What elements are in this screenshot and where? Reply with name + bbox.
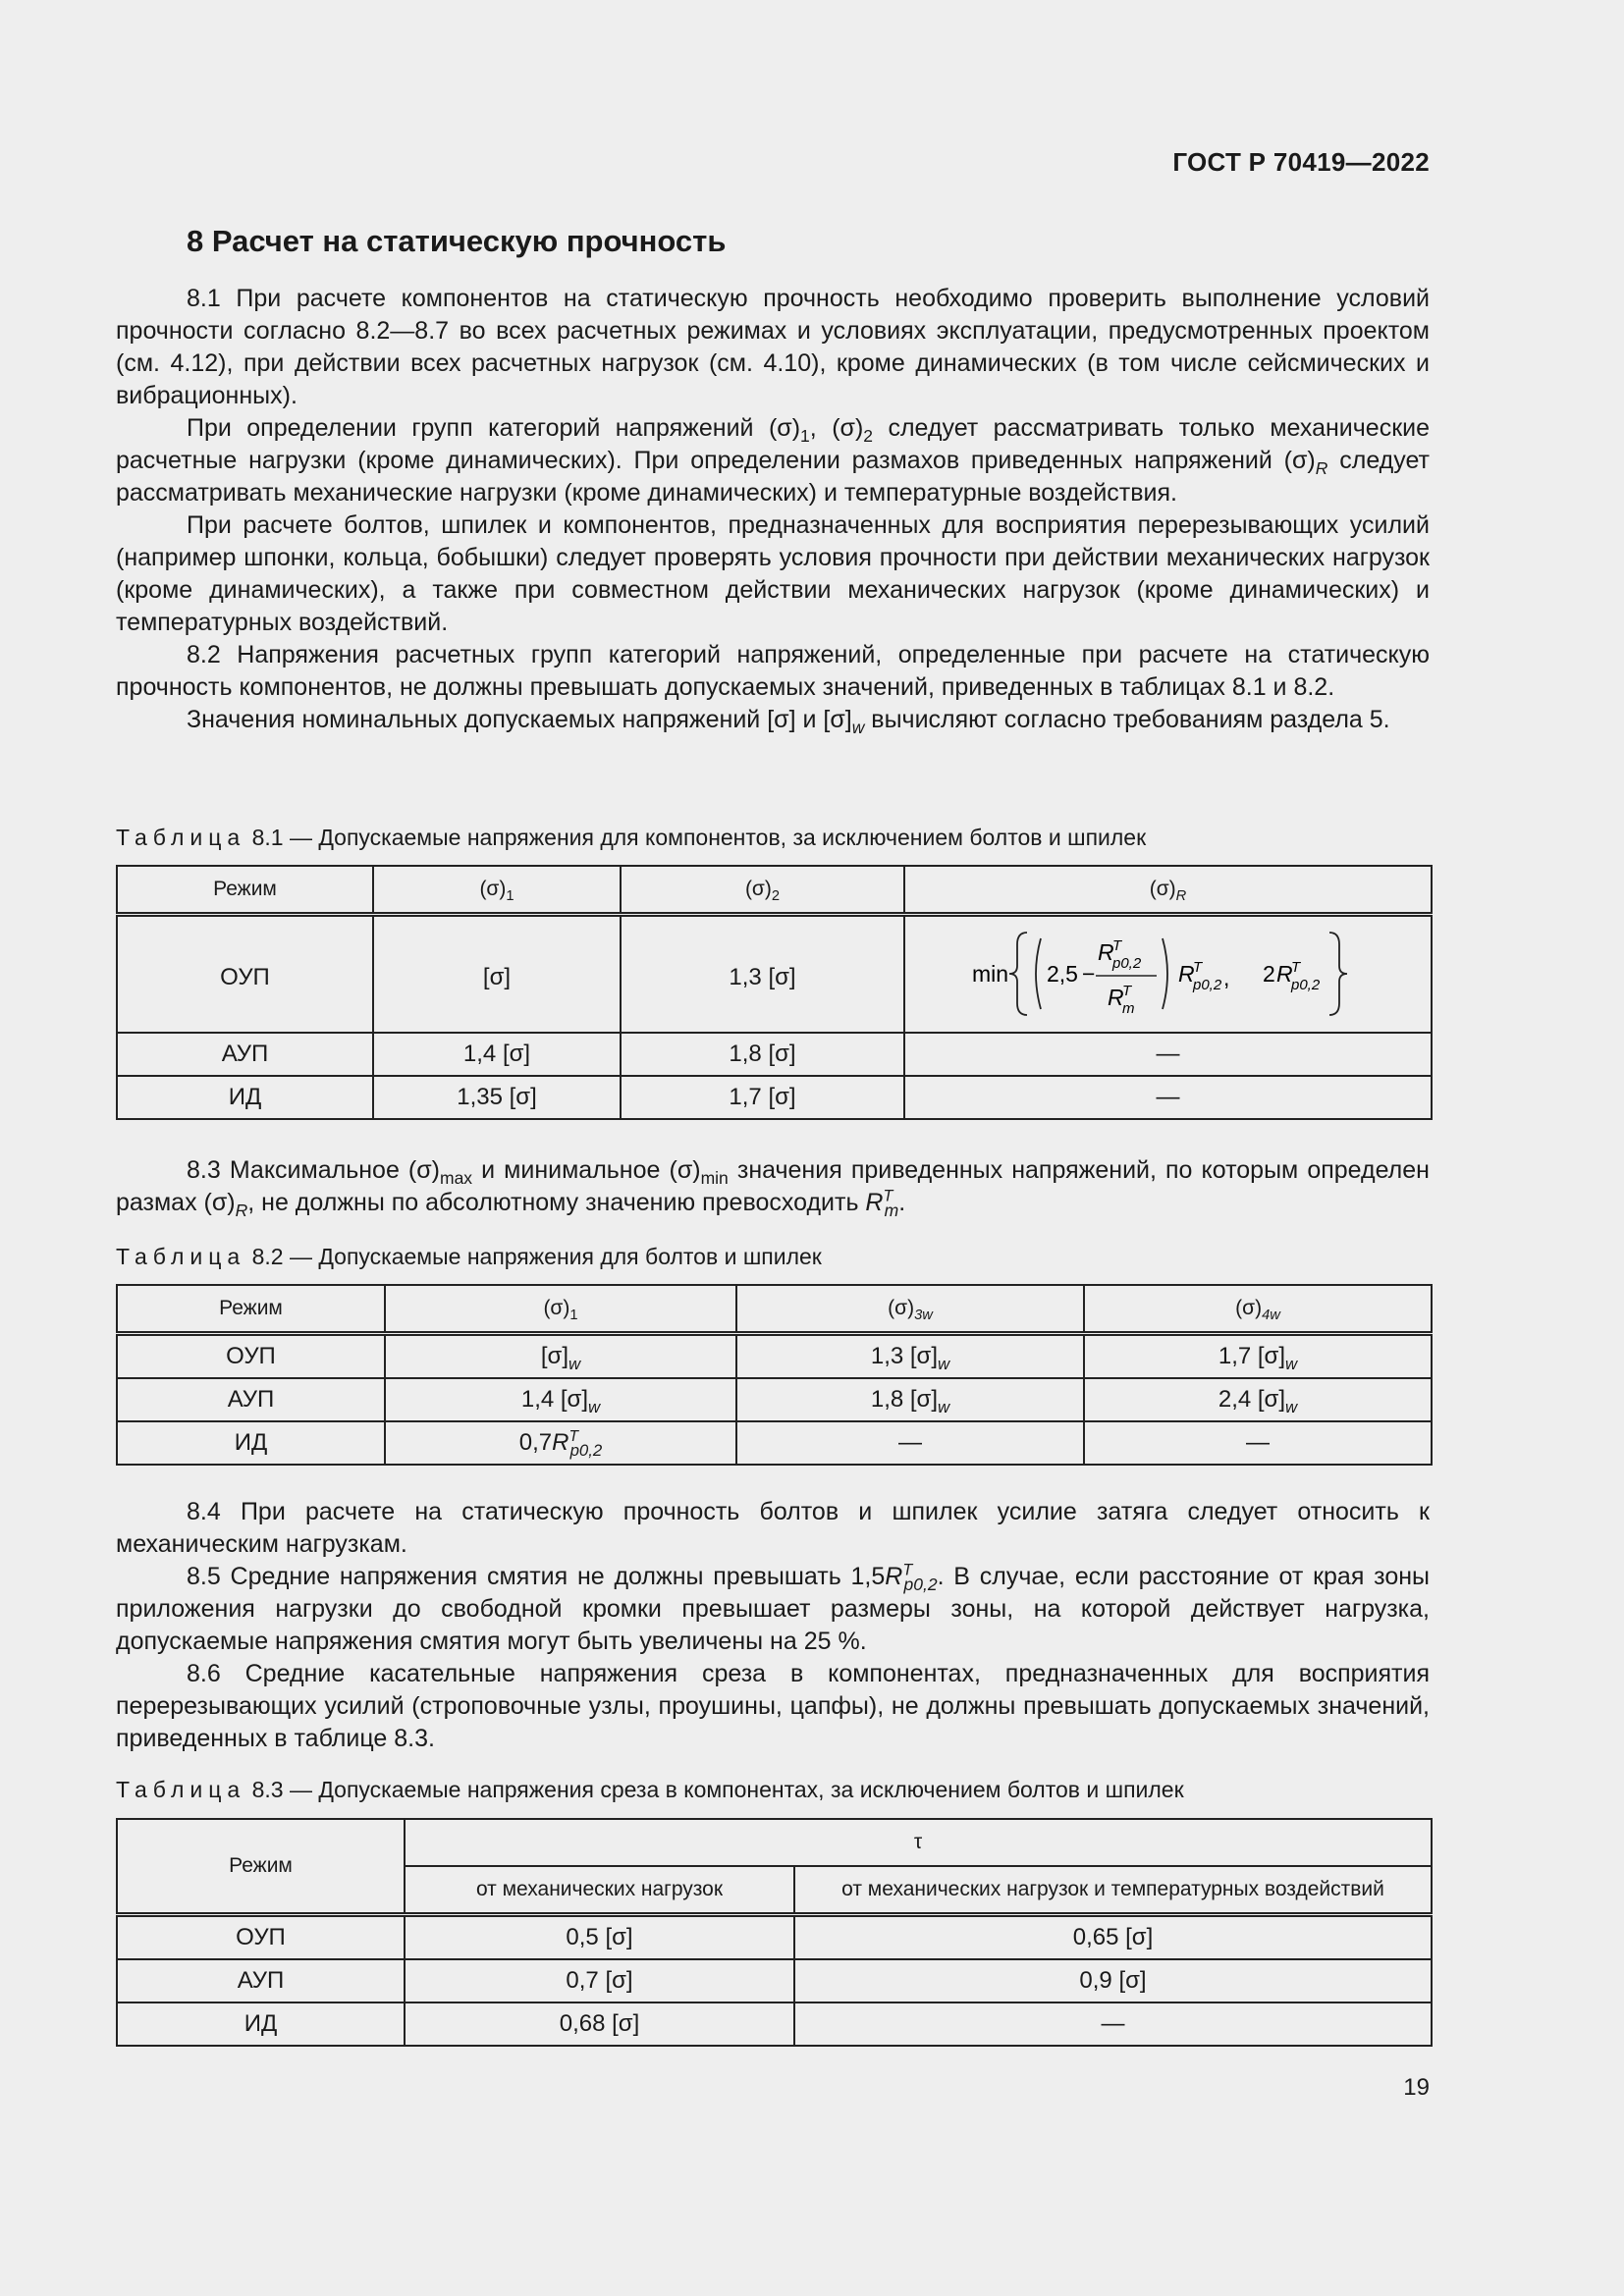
cell-value: — bbox=[904, 1076, 1432, 1119]
cell-value: 0,5 [σ] bbox=[405, 1915, 794, 1960]
table-row bbox=[117, 1915, 1432, 1960]
svg-text:p0,2: p0,2 bbox=[1290, 977, 1320, 994]
cell-value: 1,8 $[\sigma]_w$ bbox=[736, 1378, 1084, 1421]
cell-mode: ИД bbox=[117, 1421, 385, 1465]
svg-text:,: , bbox=[1222, 965, 1229, 991]
header-mode: Режим bbox=[117, 866, 373, 915]
cell-mode: ИД bbox=[117, 1076, 373, 1119]
section-title: 8 Расчет на статическую прочность bbox=[187, 224, 727, 258]
cell-mode: ОУП bbox=[117, 915, 373, 1033]
cell-value: 0,9 [σ] bbox=[794, 1959, 1432, 2002]
table-8-2-caption: Таблица 8.2 — Допускаемые напряжения для болтов и шпилек bbox=[116, 1244, 822, 1269]
cell-value: $[\sigma]_w$ bbox=[385, 1334, 736, 1379]
header-sigma-1: $(\sigma)_1$ bbox=[373, 866, 621, 915]
cell-value: [σ] bbox=[373, 915, 621, 1033]
paragraph-bolts: При расчете болтов, шпилек и компонентов, предназначенных для восприятия перерезывающих усилий (например шпонки, кольца, бобышки) следует проверять условия прочности при действии механических нагрузок (кроме динамических), а также при совместном действии механических нагрузок (кроме динамических) и температурных воздействий. bbox=[116, 511, 1430, 636]
cell-mode: АУП bbox=[117, 1378, 385, 1421]
standard-code: ГОСТ Р 70419—2022 bbox=[1172, 147, 1430, 177]
svg-text:T: T bbox=[1192, 959, 1202, 977]
cell-value: — bbox=[904, 1033, 1432, 1076]
svg-text:2,5: 2,5 bbox=[1046, 961, 1078, 988]
paragraph-8-6: 8.6 Средние касательные напряжения среза в компонентах, предназначенных для восприятия перерезывающих усилий (строповочные узлы, проушины, цапфы), не должны превышать допускаемых значений, приведенных в таблице 8.3. bbox=[116, 1660, 1430, 1752]
cell-value: 1,7 [σ] bbox=[621, 1076, 904, 1119]
cell-value: 0,68 [σ] bbox=[405, 2002, 794, 2046]
cell-mode: ИД bbox=[117, 2002, 405, 2046]
cell-mode: АУП bbox=[117, 1959, 405, 2002]
table-row bbox=[117, 2002, 1432, 2046]
svg-text:R: R bbox=[1275, 961, 1293, 988]
min-formula bbox=[972, 925, 1365, 1023]
header-sigma-1: $(\sigma)_1$ bbox=[385, 1285, 736, 1334]
cell-value: 2,4 $[\sigma]_w$ bbox=[1084, 1378, 1432, 1421]
table-row bbox=[117, 1033, 1432, 1076]
svg-text:min: min bbox=[971, 961, 1008, 988]
paragraph-8-3: 8.3 Максимальное $(\sigma)_{max}$ и минимальное $(\sigma)_{min}$ значения приведенных напряжений, по которым определен размах $(\sigma)_R$, не должны по абсолютному значению превосходить $R^T_m$. bbox=[116, 1156, 1430, 1221]
cell-mode: ОУП bbox=[117, 1915, 405, 1960]
header-mode: Режим bbox=[117, 1285, 385, 1334]
svg-text:p0,2: p0,2 bbox=[1111, 955, 1141, 973]
cell-value: 1,35 [σ] bbox=[373, 1076, 621, 1119]
paragraph-stress-groups: При определении групп категорий напряжений $(\sigma)_1$, $(\sigma)_2$ следует рассматривать только механические расчетные нагрузки (кроме динамических). При определении размахов приведенных напряжений $(\sigma)_R$ следует рассматривать механические нагрузки (кроме динамических) и температурные воздействия. bbox=[116, 414, 1431, 507]
header-sigma-r: $(\sigma)_R$ bbox=[904, 866, 1432, 915]
table-8-3-caption: Таблица 8.3 — Допускаемые напряжения среза в компонентах, за исключением болтов и шпилек bbox=[116, 1777, 1184, 1802]
paragraph-8-2: 8.2 Напряжения расчетных групп категорий напряжений, определенные при расчете на статическую прочность компонентов, не должны превышать допускаемых значений, приведенных в таблицах 8.1 и 8.2. bbox=[116, 641, 1430, 701]
table-row bbox=[117, 1421, 1432, 1465]
header-mechanical-loads: от механических нагрузок bbox=[405, 1866, 794, 1915]
svg-text:2: 2 bbox=[1262, 961, 1275, 988]
paragraph-8-4: 8.4 При расчете на статическую прочность болтов и шпилек усилие затяга следует относить к механическим нагрузкам. bbox=[116, 1498, 1430, 1558]
svg-text:m: m bbox=[1121, 1000, 1134, 1018]
svg-text:p0,2: p0,2 bbox=[1192, 977, 1221, 994]
svg-text:T: T bbox=[1121, 983, 1131, 1000]
table-row bbox=[117, 1378, 1432, 1421]
cell-value: 1,3 $[\sigma]_w$ bbox=[736, 1334, 1084, 1379]
cell-value: — bbox=[1084, 1421, 1432, 1465]
svg-text:R: R bbox=[1107, 985, 1124, 1011]
cell-value: — bbox=[794, 2002, 1432, 2046]
svg-text:R: R bbox=[1177, 961, 1195, 988]
body-text-block-2 bbox=[116, 1154, 1430, 1219]
cell-value: 1,4 $[\sigma]_w$ bbox=[385, 1378, 736, 1421]
table-row bbox=[117, 915, 1432, 1033]
paragraph-8-1: 8.1 При расчете компонентов на статическую прочность необходимо проверить выполнение условий прочности согласно 8.2—8.7 во всех расчетных режимах и условиях эксплуатации, предусмотренных проектом (см. 4.12), при действии всех расчетных нагрузок (см. 4.10), кроме динамических (в том числе сейсмических и вибрационных). bbox=[116, 285, 1430, 409]
paragraph-nominal-stress: Значения номинальных допускаемых напряжений [σ] и $[\sigma]_w$ вычисляют согласно требованиям раздела 5. bbox=[187, 706, 1390, 738]
table-8-2 bbox=[116, 1284, 1433, 1466]
cell-value: 1,4 [σ] bbox=[373, 1033, 621, 1076]
cell-value: 1,8 [σ] bbox=[621, 1033, 904, 1076]
paragraph-8-5: 8.5 Средние напряжения смятия не должны превышать $1,5R^T_{p0,2}$. В случае, если расстояние от края зоны приложения нагрузки до свободной кромки превышает размеры зоны, на которой действует нагрузка, допускаемые напряжения смятия могут быть увеличены на 25 %. bbox=[116, 1561, 1430, 1655]
page-number: 19 bbox=[1403, 2074, 1430, 2101]
cell-value: $0,7R^T_{p0,2}$ bbox=[385, 1421, 736, 1465]
cell-mode: ОУП bbox=[117, 1334, 385, 1379]
header-mode: Режим bbox=[117, 1819, 405, 1915]
cell-value: — bbox=[736, 1421, 1084, 1465]
header-sigma-3w: $(\sigma)_{3w}$ bbox=[736, 1285, 1084, 1334]
header-sigma-2: $(\sigma)_2$ bbox=[621, 866, 904, 915]
table-row bbox=[117, 1959, 1432, 2002]
table-row bbox=[117, 1334, 1432, 1379]
header-sigma-4w: $(\sigma)_{4w}$ bbox=[1084, 1285, 1432, 1334]
svg-text:T: T bbox=[1290, 959, 1300, 977]
table-8-1 bbox=[116, 865, 1433, 1120]
svg-text:−: − bbox=[1081, 961, 1095, 988]
table-8-1-caption: Таблица 8.1 — Допускаемые напряжения для компонентов, за исключением болтов и шпилек bbox=[116, 825, 1147, 850]
cell-value: 0,65 [σ] bbox=[794, 1915, 1432, 1960]
cell-value: 0,7 [σ] bbox=[405, 1959, 794, 2002]
cell-formula bbox=[904, 915, 1432, 1033]
cell-value: 1,7 $[\sigma]_w$ bbox=[1084, 1334, 1432, 1379]
cell-mode: АУП bbox=[117, 1033, 373, 1076]
cell-value: 1,3 [σ] bbox=[621, 915, 904, 1033]
body-text-block-1 bbox=[116, 283, 1430, 736]
header-tau: τ bbox=[405, 1819, 1432, 1866]
svg-text:T: T bbox=[1111, 937, 1121, 955]
table-8-3 bbox=[116, 1818, 1433, 2047]
table-row bbox=[117, 1076, 1432, 1119]
svg-text:R: R bbox=[1097, 939, 1114, 966]
body-text-block-3 bbox=[116, 1496, 1430, 1755]
header-mechanical-thermal-loads: от механических нагрузок и температурных воздействий bbox=[794, 1866, 1432, 1915]
